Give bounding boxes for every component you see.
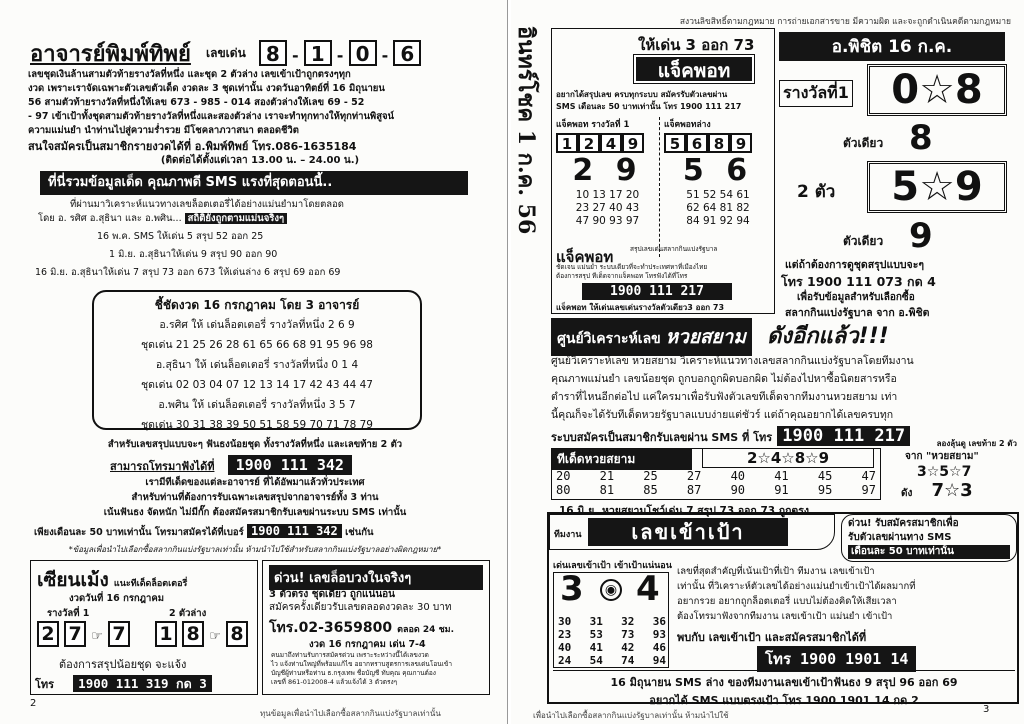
quick-draw: งวด 16 กรกฎาคม เด่น 7-4 — [309, 639, 426, 650]
jp-result: แจ็คพอท ให้เด่นเลขเด่นรางวัลตัวเดียว3 ออก 73 — [556, 303, 725, 312]
phichit-single-2: 9 — [909, 216, 933, 256]
page-footer: เพื่อนำไปเลือกซื้อสลากกินแบ่งรัฐบาลเท่านั้น ห้ามนำไปใช้ — [533, 711, 729, 720]
jp-phone: 1900 111 217 — [582, 283, 732, 300]
jackpot-top: ให้เด่น 3 ออก 73 — [638, 36, 755, 54]
lead-digit: 0 — [349, 40, 377, 66]
lek-number-box: 3 ◉ 4 30 31 32 36 23 53 73 93 40 41 42 46 24 54 74 94 — [553, 572, 669, 668]
masthead: อินทร์โชค 1 ก.ค. 56 — [513, 26, 539, 235]
stat-line: 16 มิ.ย. อ.สุธินาให้เด่น 7 สรุป 73 ออก 673 ให้เด่นล่าง 6 สรุป 69 ออก 69 — [35, 267, 341, 278]
lek-footer: 16 มิถุนายน SMS ล่าง ของทีมงานเลขเข้าเป้าฟันธง 9 สรุป 96 ออก 69 อยากได้ SMS แบบตรงเป้า โทร 1900 1901 14 กด 2 — [553, 670, 1015, 709]
lead-digit: 6 — [393, 40, 421, 66]
analysis-line: โดย อ. รศิศ อ.สุธินา และ อ.พศิน... สถิติยังถูกตามแม่นจริงๆ — [38, 212, 488, 226]
huay-siam-section: ศูนย์วิเคราะห์เลข หวยสยาม ดังอีกแล้ว!!! ศูนย์วิเคราะห์เลข หวยสยาม วิเคราะห์แนวทางเลขสลากกินแบ่งรัฐบาลโดยทีมงาน คุณภาพแม่นยำ เลขน้อยชุด ถูกบอกถูกผิดบอกผิด ไม่ต้องไปหาซื้อนิตยสารหรือ ตำราที่ไหนอีกต่อไป แค่ใครมาเพื่อรับฟังตัวเลขทีเด็ดจากทีมงานหวยสยาม เท่า นี้คุณก็จะได้รับทีเด็ดหวยรัฐบาลแบบง่ายแต่ชัวร์ แต่ถ้าคุณอยากได้เลขครบทุก ระบบสมัครเป็นสมาชิกรับเลขผ่าน SMS ที่ โทร 1900 111 217 ทีเด็ดหวยสยาม 2☆4☆8☆9 20 21 25 27 40 41 45 47 80 81 85 87 90 91 95 97 ลองลุ้นดู เลขท้าย 2 ตัว จาก "หวยสยาม" 3☆5☆7 ดัง 7☆3 16 มิ.ย. หวยสยามโชว์เด่น 7 สรุป 73 ออก 73 ถูกตรง — [551, 318, 1017, 508]
lek-cta: พบกับ เลขเข้าเป้า และสมัครสมาชิกได้ที่ — [677, 631, 867, 644]
sian-date: งวดวันที่ 16 กรกฎาคม — [69, 593, 165, 604]
quick-title: ด่วน! เลขล็อบวงในจริงๆ — [269, 565, 483, 590]
target-icon: ◉ — [600, 579, 622, 601]
huay-row: 80 81 85 87 90 91 95 97 — [556, 483, 876, 497]
info-banner: ที่นี่รวมข้อมูลเด็ด คุณภาพดี SMS แรงที่สุดตอนนี้.. — [40, 171, 468, 195]
huay-stars: 2☆4☆8☆9 — [702, 448, 874, 468]
sian-subtitle: แนะทีเด็ดล็อตเตอรี่ — [113, 579, 188, 589]
right-page — [511, 0, 1024, 724]
jp-col-1: แจ็คพอท รางวัลที่ 1 1 2 4 9 2 9 10 13 17 20 23 27 40 43 47 90 93 97 — [556, 117, 660, 257]
page-footer: ทุนข้อมูลเพื่อนำไปเลือกซื้อสลากกินแบ่งรัฐบาลเท่านั้น — [260, 709, 441, 718]
lek-urgent: ด่วน! รับสมัครสมาชิกเพื่อ รับตัวเลขผ่านทาง SMS เดือนละ 50 บาทเท่านั้น — [841, 514, 1017, 562]
lek-row: 30 31 32 36 — [558, 615, 666, 628]
panel-lines: อ.รศิศ ให้ เด่นล็อตเตอรี่ รางวัลที่หนึ่ง 2 6 9 ชุดเด่น 21 25 26 28 61 65 66 68 91 95 96 98 อ.สุธินา ให้ เด่นล็อตเตอรี่ รางวัลที่หนึ่ง 0 1 4 ชุดเด่น 02 03 04 07 12 13 14 17 42 43 44 47 อ.พศิน ให้ เด่นล็อตเตอรี่ รางวัลที่หนึ่ง 3 5 7 ชุดเด่น 30 31 38 39 50 51 58 59 70 71 78 79 — [141, 319, 373, 431]
lek-section: ทีมงาน เลขเข้าเป้า ด่วน! รับสมัครสมาชิกเพื่อ รับตัวเลขผ่านทาง SMS เดือนละ 50 บาทเท่านั้น เด่นเลขเข้าเป้า เข้าเป้าแน่นอน 3 ◉ 4 30 31 32 36 23 53 73 93 40 41 42 46 24 54 74 94 เลขที่สุดสำคัญที่เน้นเป้าที่เป้า ทีมงาน เลขเข้าเป้า เท่านั้น ที่วิเคราะห์ตัวเลขได้อย่างแม่นยำเข้าเป้าได้ผลมากที่ อยากรวย อยากถูกล็อตเตอรี่ แบบไม่ต้องคิดให้เสียเวลา ต้องโทรมาฟังจากทีมงาน เลขเข้าเป้า แม่นยำ เข้าเป้า พบกับ เลขเข้าเป้า และสมัครสมาชิกได้ที่ โทร 1900 1901 14 16 มิถุนายน SMS ล่าง ของทีมงานเลขเข้าเป้าฟันธง 9 สรุป 96 ออก 69 อยากได้ SMS แบบตรงเป้า โทร 1900 1901 14 กด 2 — [547, 512, 1019, 704]
phichit-r1: 0☆8 — [867, 64, 1007, 116]
jackpot-sms: SMS เดือนละ 50 บาทเท่านั้น โทร 1900 111 217 — [556, 102, 742, 111]
page-title: อาจารย์พิมพ์ทิพย์ — [30, 41, 191, 67]
lek-row: 40 41 42 46 — [558, 641, 666, 654]
intro-text: เลขชุดเงินล้านสามตัวท้ายรางวัลที่หนึ่ง และชุด 2 ตัวล่าง เลขเข้าเป้าถูกตรงๆทุก งวด เพราะเราจัดเฉพาะตัวเลขตัวเด็ด งวดละ 3 ชุดเท่านั้น งวดวันอาทิตย์ที่ 16 มิถุนายน 56 สามตัวท้ายรางวัลที่หนึ่งให้เลข 673 - 985 - 014 สองตัวล่างให้เลข 69 - 52 - 97 เข้าเป้าทั้งชุดสามตัวท้ายรางวัลที่หนึ่งและสองตัวล่าง เราจะทำทุกทางให้ทุกท่านพิสูจน์ ความแม่นยำ นำท่านไปสู่ความร่ำรวย มีโชคลาภวาสนา ตลอดชีวิต — [28, 69, 395, 136]
huay-headline: ดังอีกแล้ว!!! — [766, 324, 889, 349]
sian-box: เซียนเม้ง แนะทีเด็ดล็อตเตอรี่ งวดวันที่ 16 กรกฎาคม รางวัลที่ 1 2 ตัวล่าง 2 7 ☞ 7 1 8 ☞ 8 ต้องการสรุปน้อยชุด จะแจ้ง โทร 1900 111 319 กด 3 — [30, 560, 258, 695]
stat-line: 1 มิ.ย. อ.สุธินาให้เด่น 9 สรุป 90 ออก 90 — [109, 249, 278, 260]
lek-subtitle: เด่นเลขเข้าเป้า เข้าเป้าแน่นอน — [553, 561, 672, 571]
jackpot-title: แจ็คพอท — [634, 55, 754, 83]
apply-line: สนใจสมัครเป็นสมาชิกรายงวดได้ที่ อ.พิมพ์ทิพย์ โทร.086-1635184 — [28, 140, 357, 153]
lek-title: เลขเข้าเป้า — [588, 518, 788, 546]
huay-table: ทีเด็ดหวยสยาม 2☆4☆8☆9 20 21 25 27 40 41 45 47 80 81 85 87 90 91 95 97 — [551, 448, 881, 500]
page-number: 3 — [983, 704, 990, 715]
disclaimer: *ข้อมูลเพื่อนำไปเลือกซื้อสลากกินแบ่งรัฐบาลเท่านั้น ห้ามนำไปใช้สำหรับสลากกินแบ่งรัฐบาลอย่างผิดกฎหมาย* — [68, 545, 442, 554]
panel-title: ชี้ชัดงวด 16 กรกฎาคม โดย 3 อาจารย์ — [154, 298, 360, 312]
lek-body: เลขที่สุดสำคัญที่เน้นเป้าที่เป้า ทีมงาน เลขเข้าเป้า เท่านั้น ที่วิเคราะห์ตัวเลขได้อย่างแม่นยำเข้าเป้าได้ผลมากที่ อยากรวย อยากถูกล็อตเตอรี่ แบบไม่ต้องคิดให้เสียเวลา ต้องโทรมาฟังจากทีมงาน เลขเข้าเป้า แม่นยำ เข้าเป้า — [677, 566, 916, 622]
header-row: อาจารย์พิมพ์ทิพย์ $^{เลขเด่น}$ 8 - 1 - 0 - 6 — [30, 36, 480, 66]
jp-foot-title: แจ็คพอท — [556, 248, 614, 266]
jackpot-box: ให้เด่น 3 ออก 73 แจ็คพอท อยากได้สรุปเลข ครบทุกระบบ สมัครรับตัวเลขผ่าน SMS เดือนละ 50 บาทเท่านั้น โทร 1900 111 217 แจ็คพอท รางวัลที่ 1 1 2 4 9 2 9 10 13 17 20 23 27 40 43 47 90 93 97 แจ็คพอทล่าง 5 6 8 9 5 6 51 52 54 61 62 64 81 82 84 91 92 94 แจ็คพอท สรุปเลขเด่นสลากกินแบ่งรัฐบาล ชัดเจน แม่นยำ ระบบเดียวที่จะทำประเทศหาที่เมืองไทย ต้องการสรุป ทีเด็ดจากแจ็คพอท โทรฟังได้ที่โทร 1900 111 217 แจ็คพอท ให้เด่นเลขเด่นรางวัลตัวเดียว3 ออก 73 — [551, 28, 775, 314]
jp-big-1: 2 9 — [572, 153, 643, 188]
analysis-line: ที่ผ่านมาวิเคราะห์แนวทางเลขล็อตเตอรี่ได้อย่างแม่นยำมาโดยตลอด — [70, 199, 344, 210]
promo-line: เน้นฟันธง จัดหนัก ไม่มีกั๊ก ต้องสมัครสมาชิกรับเลขผ่านระบบ SMS เท่านั้น — [103, 507, 407, 518]
huay-side: ลองลุ้นดู เลขท้าย 2 ตัว จาก "หวยสยาม" 3☆5☆7 ดัง 7☆3 — [901, 439, 1017, 501]
jp-col-2: แจ็คพอทล่าง 5 6 8 9 5 6 51 52 54 61 62 64 81 82 84 91 92 94 — [664, 117, 772, 257]
sian-ask: ต้องการสรุปน้อยชุด จะแจ้ง — [59, 658, 187, 671]
page-number: 2 — [30, 698, 37, 709]
sms-phone: 1900 111 342 — [247, 524, 342, 538]
hotline-phone: 1900 111 342 — [228, 455, 352, 475]
sian-phone: 1900 111 319 กด 3 — [73, 675, 212, 692]
phichit-single-1: 8 — [909, 118, 933, 158]
huay-row: 20 21 25 27 40 41 45 47 — [556, 469, 876, 483]
sian-phone-row: โทร 1900 111 319 กด 3 — [35, 673, 212, 694]
sian-digits-1: 2 7 ☞ 7 — [37, 621, 130, 647]
lek-row: 24 54 74 94 — [558, 654, 666, 667]
huay-phone: 1900 111 217 — [777, 426, 910, 446]
promo-line: สำหรับท่านที่ต้องการรับเฉพาะเลขสรุปจากอาจารย์ทั้ง 3 ท่าน — [131, 492, 379, 503]
promo-line: สำหรับเลขสรุปแบบจะๆ ฟันธงน้อยชุด ทั้งรางวัลที่หนึ่ง และเลขท้าย 2 ตัว — [107, 439, 403, 450]
lek-row: 23 53 73 93 — [558, 628, 666, 641]
phone-row: สามารถโทรมาฟังได้ที่ 1900 111 342 — [110, 455, 352, 475]
jackpot-tagline: อยากได้สรุปเลข ครบทุกระบบ สมัครรับตัวเลขผ่าน — [556, 90, 728, 99]
phichit-phone: โทร 1900 111 073 กด 4 — [781, 274, 936, 289]
phichit-section: อ.พิชิต 16 ก.ค. รางวัลที่1 0☆8 ตัวเดียว 8 2 ตัว 5☆9 ตัวเดียว 9 แต่ถ้าต้องการดูชุดสรุปแบบจะๆ โทร 1900 111 073 กด 4 เพื่อรับข้อมูลสำหรับเลือกซื้อ สลากกินแบ่งรัฐบาล จาก อ.พิชิต — [779, 28, 1019, 314]
phichit-name: อ.พิชิต 16 ก.ค. — [779, 32, 1005, 61]
lead-digit: 8 — [259, 40, 287, 66]
phichit-two: 5☆9 — [867, 161, 1007, 213]
sian-digits-2: 1 8 ☞ 8 — [155, 621, 248, 647]
copyright-notice: สงวนลิขสิทธิ์ตามกฎหมาย การถ่ายเอกสารขาย มีความผิด และจะถูกดำเนินคดีตามกฎหมาย — [679, 17, 1011, 27]
huay-record: 16 มิ.ย. หวยสยามโชว์เด่น 7 สรุป 73 ออก 73 ถูกตรง — [559, 505, 810, 517]
promo-line: เรามีทีเด็ดของแต่ละอาจารย์ ที่ได้อัพมาแล้วทั่วประเทศ — [145, 477, 365, 488]
stat-line: 16 พ.ค. SMS ให้เด่น 5 สรุป 52 ออก 25 — [97, 231, 264, 242]
left-page — [0, 0, 508, 724]
quick-box: ด่วน! เลขล็อบวงในจริงๆ 3 ตัวตรง ชุดเดียว ถูกแน่นอน สมัครครั้งเดียวรับเลขตลอดงวดละ 30 บาท โทร.02-3659800 ตลอด 24 ชม. งวด 16 กรกฎาคม เด่น 7-4 คนมาถึงท่านรับการสมัครด่วน เพราะระหว่างนี้ได้เลขงวด ไว แจ้งท่านใหญ่ที่พร้อมแก้ไข อยากทราบสูตรการเลขเด่นโอนเข้า บัญชีผู้ท่านหรือท่าน ธ.กรุงเทพ ชื่อบัญชี ทับคุณ คุณกานต์อง เลขที่ 861-012008-4 แล้วแจ้งได้ 3 ตัวตรงๆ — [262, 560, 490, 695]
jp-big-2: 5 6 — [682, 153, 754, 188]
promo-line: เพียงเดือนละ 50 บาทเท่านั้น โทรมาสมัครได้ที่เบอร์ 1900 111 342 เช่นกัน — [34, 524, 374, 538]
quick-lines: 3 ตัวตรง ชุดเดียว ถูกแน่นอน สมัครครั้งเดียวรับเลขตลอดงวดละ 30 บาท — [269, 589, 452, 613]
forecast-panel — [92, 290, 422, 430]
quick-fine: คนมาถึงท่านรับการสมัครด่วน เพราะระหว่างนี้ได้เลขงวด ไว แจ้งท่านใหญ่ที่พร้อมแก้ไข อยากทราบสูตรการเลขเด่นโอนเข้า บัญชีผู้ท่านหรือท่าน ธ.กรุงเทพ ชื่อบัญชี ทับคุณ คุณกานต์อง เลขที่ 861-012008-4 แล้วแจ้งได้ 3 ตัวตรงๆ — [271, 651, 452, 686]
huay-title: ศูนย์วิเคราะห์เลข หวยสยาม — [551, 318, 752, 356]
quick-phone: โทร.02-3659800 — [269, 620, 393, 636]
lek-phone: โทร 1900 1901 14 — [757, 646, 916, 672]
huay-body: ศูนย์วิเคราะห์เลข หวยสยาม วิเคราะห์แนวทางเลขสลากกินแบ่งรัฐบาลโดยทีมงาน คุณภาพแม่นยำ เลขน้อยชุด ถูกบอกถูกผิดบอกผิด ไม่ต้องไปหาซื้อนิตยสารหรือ ตำราที่ไหนอีกต่อไป แค่ใครมาเพื่อรับฟังตัวเลขทีเด็ดจากทีมงานหวยสยาม เท่า นี้คุณก็จะได้รับทีเด็ดหวยรัฐบาลแบบง่ายแต่ชัวร์ แต่ถ้าคุณอยากได้เลขครบทุก — [551, 355, 914, 421]
lead-label: เลขเด่น — [206, 46, 246, 60]
sian-title: เซียนเม้ง — [37, 569, 109, 591]
lead-digit: 1 — [304, 40, 332, 66]
contact-hours: (ติดต่อได้ตั้งแต่เวลา 13.00 น. – 24.00 น.) — [160, 155, 360, 166]
stats-list — [35, 230, 495, 280]
